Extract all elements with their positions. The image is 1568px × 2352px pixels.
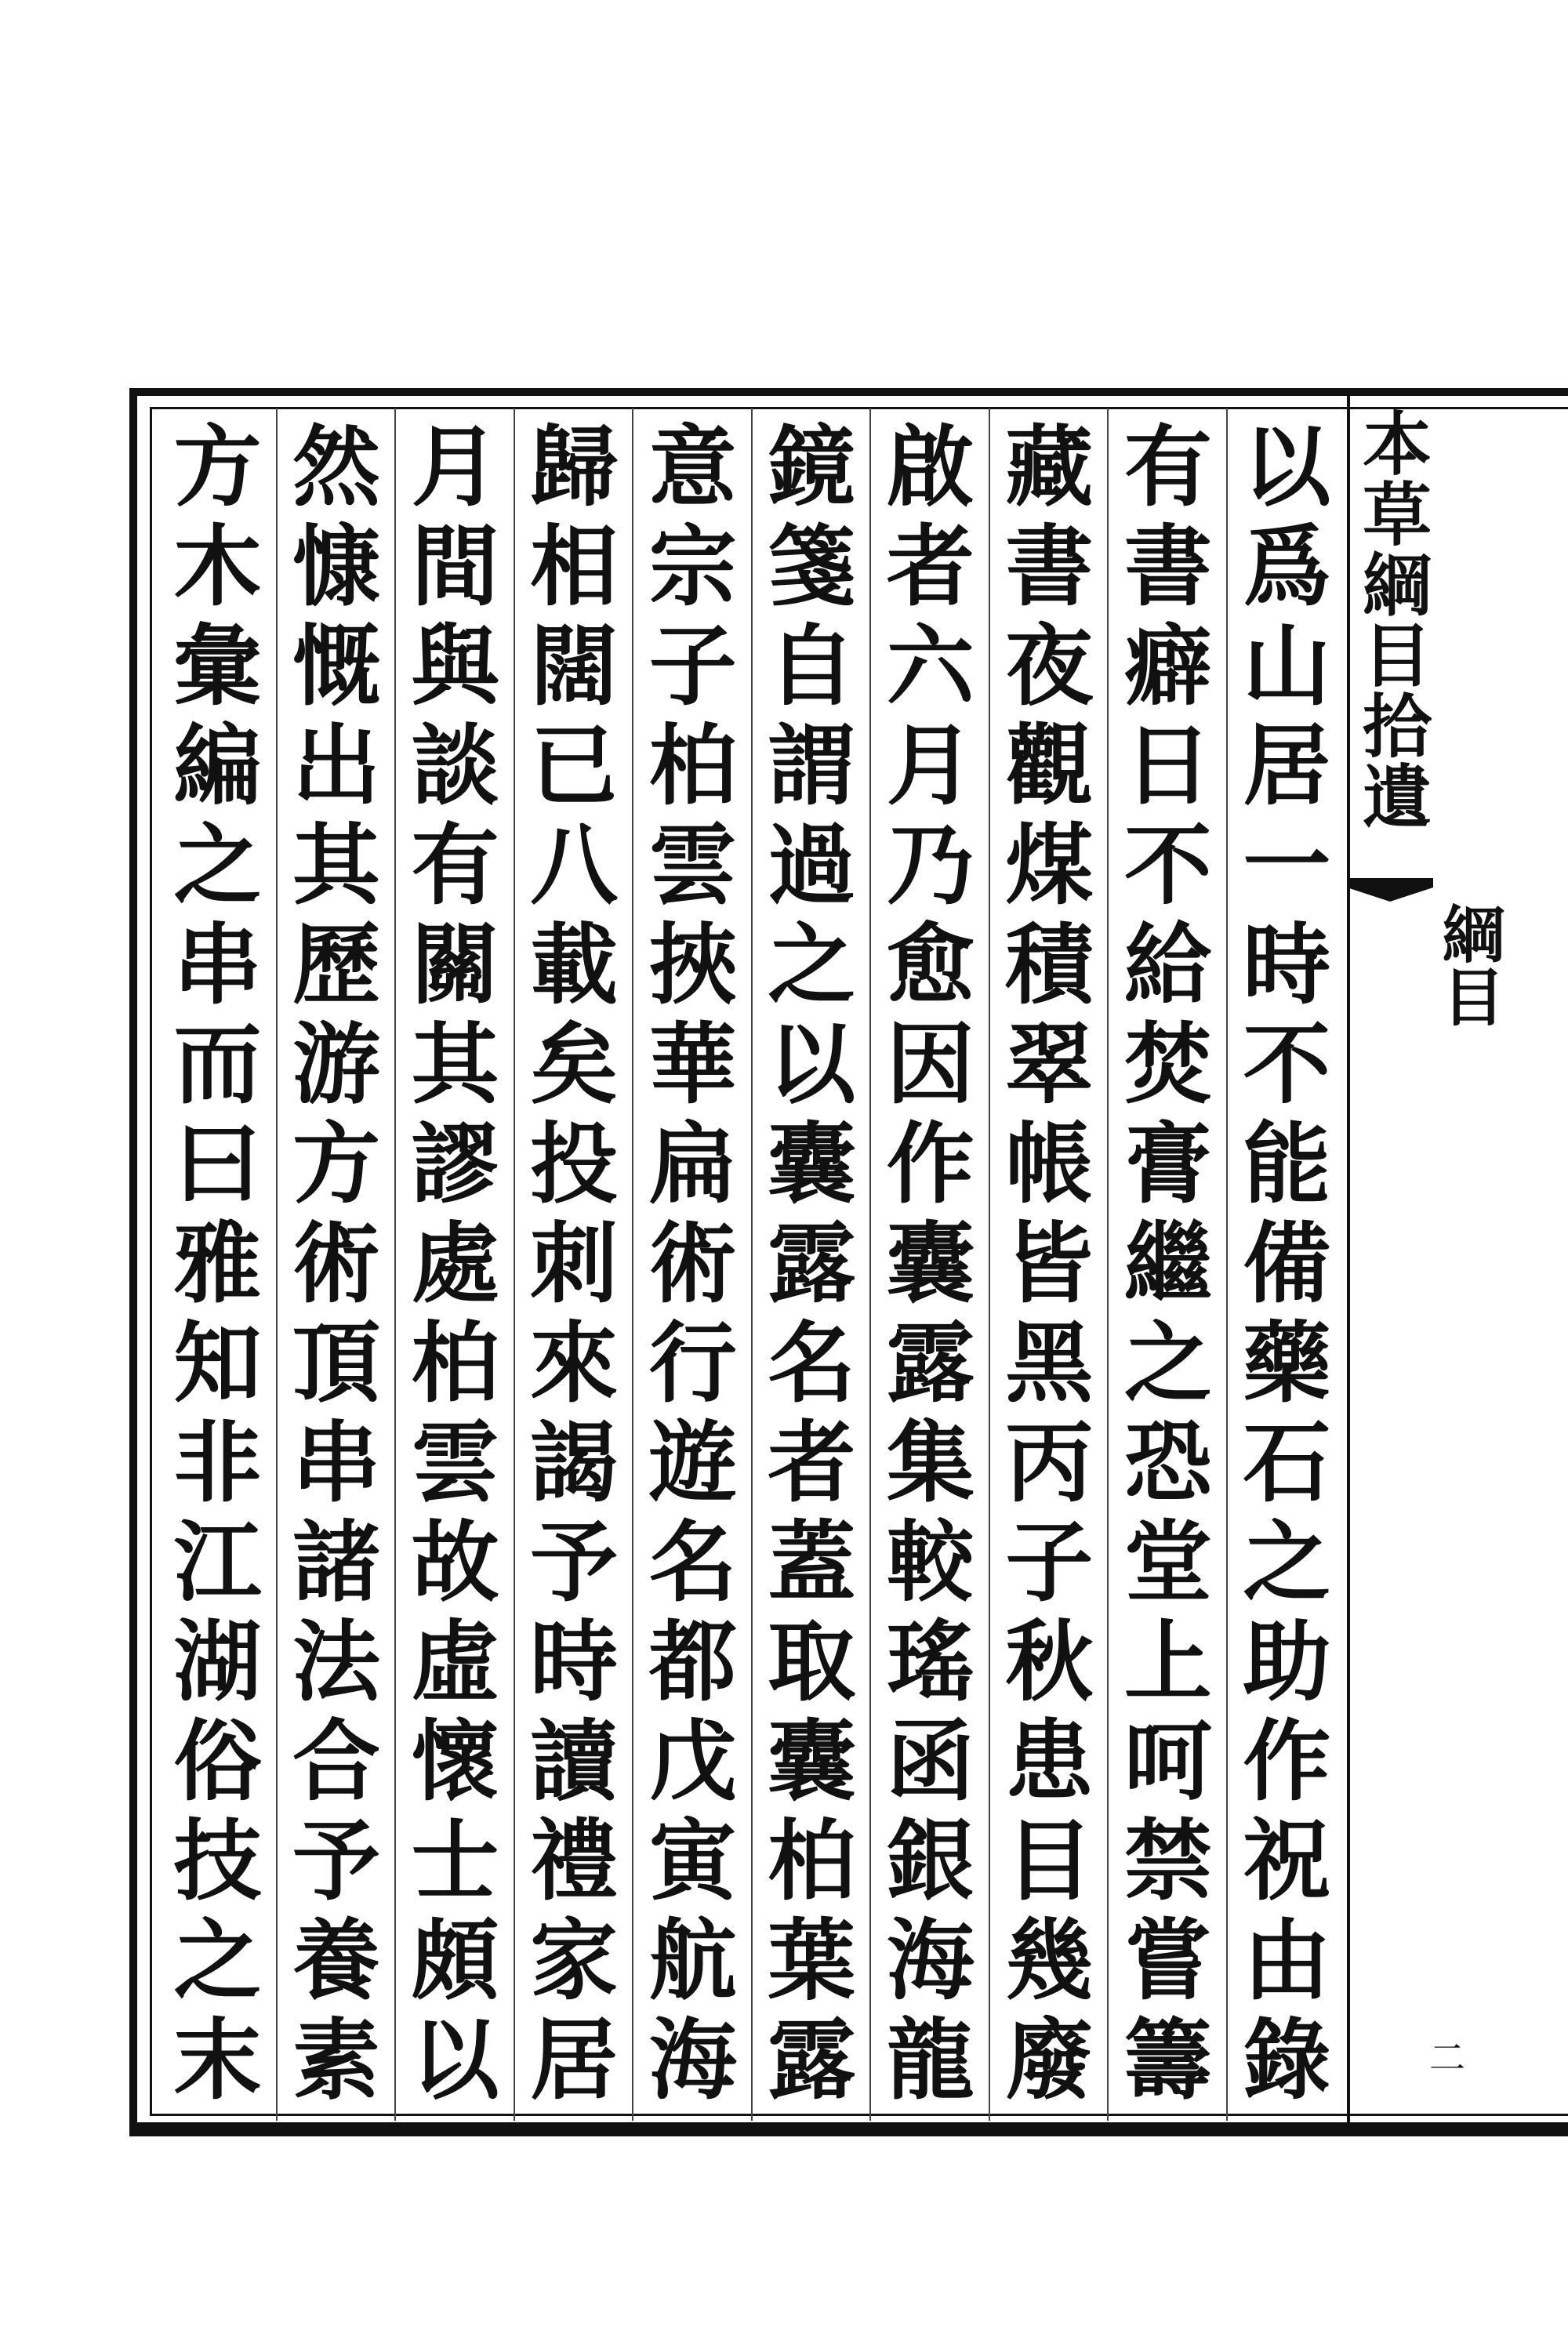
text-column: 啟者六月乃愈因作囊露集較瑤函銀海龍 [869, 408, 976, 2121]
text-column: 意宗子柏雲挾華扁術行遊名都戊寅航海 [632, 408, 739, 2121]
book-title: 本草綱目拾遺 [1352, 408, 1433, 831]
text-column: 有書癖日不給焚膏繼之恐堂上呵禁嘗籌 [1107, 408, 1214, 2121]
text-column: 歸相闊已八載矣投刺來謁予時讀禮家居 [514, 408, 620, 2121]
chapter-label: 綱目 [1432, 902, 1505, 1027]
text-column: 方木彙編之串而曰雅知非江湖俗技之末 [159, 420, 262, 2113]
text-column: 藏書夜觀煤積翠帳皆黑丙子秋患目幾廢 [989, 408, 1095, 2121]
text-column: 以爲山居一時不能備藥石之助作祝由錄 [1226, 408, 1333, 2121]
text-column: 鏡箋自謂過之以囊露名者蓋取囊柏葉露 [751, 408, 858, 2121]
text-column: 然慷慨出其歷游方術頂串諸法合予養素 [276, 408, 383, 2121]
folio-number: 二 [1424, 2038, 1466, 2074]
text-column: 月間與談有關其謬處柏雲故虛懷士頗以 [394, 408, 501, 2121]
text-columns [157, 408, 1333, 2121]
